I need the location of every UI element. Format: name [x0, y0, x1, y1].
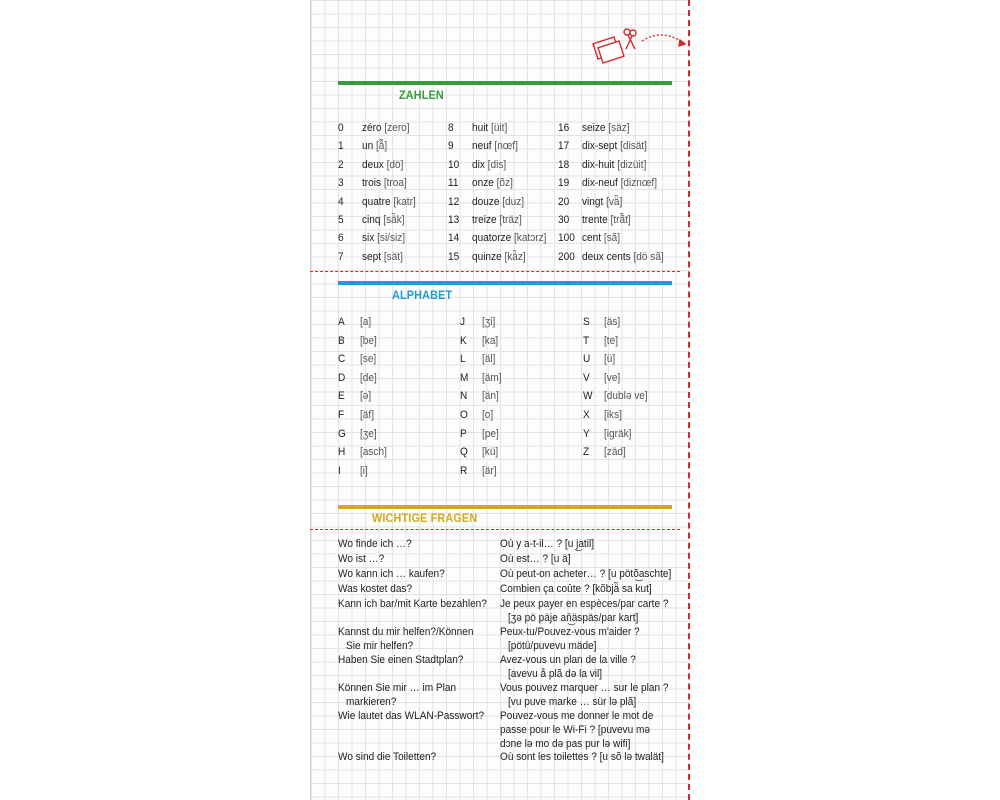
alphabet-letter: Z: [583, 446, 590, 459]
alphabet-letter: W: [583, 390, 593, 403]
number-word: cent [sã]: [582, 232, 621, 245]
fragen-heading: WICHTIGE FRAGEN: [372, 511, 478, 525]
alphabet-letter: B: [338, 334, 345, 347]
question-french: Je peux payer en espèces/par carte ?: [500, 598, 669, 610]
horizontal-cut-line: [310, 271, 680, 272]
number-digit: 14: [448, 232, 460, 245]
alphabet-letter: D: [338, 371, 346, 384]
number-digit: 4: [338, 195, 344, 208]
vertical-cut-line: [688, 0, 690, 800]
question-french: [vu puve marke … sür lə plã]: [508, 696, 637, 708]
alphabet-letter: F: [338, 409, 345, 421]
number-word: cinq [sä̃k]: [362, 214, 405, 226]
alphabet-letter: A: [338, 316, 345, 328]
number-pronunciation: [sät]: [381, 250, 403, 263]
alphabet-heading: ALPHABET: [392, 288, 453, 302]
question-german: Kann ich bar/mit Karte bezahlen?: [338, 598, 487, 610]
alphabet-pronunciation: [a]: [360, 316, 372, 328]
alphabet-pronunciation: [ʒe]: [360, 427, 377, 440]
number-digit: 19: [558, 177, 570, 190]
alphabet-pronunciation: [än]: [482, 390, 499, 403]
question-french: [ʒə pö päje aň͜äspäs/par kart]: [508, 612, 639, 624]
number-word: deux [dö]: [362, 158, 404, 171]
alphabet-letter: U: [583, 353, 591, 366]
alphabet-pronunciation: [se]: [360, 353, 377, 366]
number-word: vingt [vä̃]: [582, 195, 623, 208]
question-german: Sie mir helfen?: [346, 640, 414, 652]
alphabet-letter: T: [583, 334, 590, 347]
alphabet-pronunciation: [ə]: [360, 390, 372, 403]
question-french: Où sont les toilettes ? [u sõ lə twalät]: [500, 751, 664, 763]
alphabet-letter: M: [460, 371, 469, 384]
alphabet-pronunciation: [dublə ve]: [604, 390, 648, 403]
alphabet-pronunciation: [zäd]: [604, 446, 626, 459]
number-word: dix [dis]: [472, 158, 507, 171]
alphabet-letter: S: [583, 316, 590, 328]
alphabet-letter: J: [460, 316, 466, 328]
number-word: seize [säz]: [582, 122, 630, 134]
question-german: Wo sind die Toiletten?: [338, 751, 437, 763]
alphabet-bar: [338, 281, 672, 285]
number-pronunciation: [träz]: [496, 214, 522, 226]
number-digit: 17: [558, 140, 570, 153]
number-digit: 200: [558, 250, 575, 263]
number-digit: 2: [338, 158, 344, 171]
question-french: passe pour le Wi-Fi ? [puvevu mə: [500, 724, 650, 736]
alphabet-letter: L: [460, 353, 466, 366]
number-pronunciation: [troa]: [381, 177, 407, 190]
number-pronunciation: [dö]: [383, 158, 404, 171]
number-pronunciation: [sä̃k]: [380, 214, 405, 226]
number-pronunciation: [dö sã]: [630, 250, 664, 263]
zahlen-bar: [338, 81, 672, 85]
number-pronunciation: [dis]: [484, 158, 507, 171]
alphabet-pronunciation: [pe]: [482, 427, 499, 440]
question-german: Haben Sie einen Stadtplan?: [338, 654, 464, 666]
number-word: quatre [katr]: [362, 195, 416, 208]
number-word: onze [õz]: [472, 177, 513, 190]
zahlen-heading: ZAHLEN: [399, 88, 444, 102]
number-digit: 100: [558, 232, 575, 245]
question-german: Wo ist …?: [338, 553, 385, 565]
number-digit: 5: [338, 214, 344, 226]
alphabet-letter: Q: [460, 446, 468, 459]
question-french: Vous pouvez marquer … sur le plan ?: [500, 682, 669, 694]
number-pronunciation: [õz]: [493, 177, 513, 190]
number-digit: 11: [448, 177, 459, 190]
alphabet-pronunciation: [te]: [604, 334, 618, 347]
alphabet-letter: N: [460, 390, 468, 403]
number-word: trente [trã̃t]: [582, 214, 631, 226]
alphabet-letter: E: [338, 390, 345, 403]
number-digit: 8: [448, 122, 454, 134]
number-pronunciation: [katr]: [390, 195, 416, 208]
alphabet-letter: O: [460, 409, 468, 421]
number-digit: 15: [448, 250, 460, 263]
number-digit: 10: [448, 158, 460, 171]
number-word: douze [duz]: [472, 195, 525, 208]
alphabet-pronunciation: [igräk]: [604, 427, 632, 440]
number-word: dix-neuf [diznœf]: [582, 177, 657, 190]
question-german: Wo kann ich … kaufen?: [338, 568, 445, 580]
number-digit: 20: [558, 195, 570, 208]
question-french: Combien ça coûte ? [kõbjä̃ sa kut]: [500, 583, 652, 595]
question-german: Wie lautet das WLAN-Passwort?: [338, 710, 485, 722]
number-pronunciation: [nœf]: [491, 140, 518, 153]
alphabet-pronunciation: [äf]: [360, 409, 374, 421]
number-pronunciation: [trã̃t]: [607, 214, 631, 226]
question-french: Pouvez-vous me donner le mot de: [500, 710, 654, 722]
number-digit: 0: [338, 122, 344, 134]
alphabet-pronunciation: [ü]: [604, 353, 616, 366]
alphabet-pronunciation: [äm]: [482, 371, 502, 384]
question-german: markieren?: [346, 696, 397, 708]
number-word: dix-huit [dizüit]: [582, 158, 647, 171]
question-french: Où est… ? [u ä]: [500, 553, 571, 565]
alphabet-pronunciation: [i]: [360, 464, 368, 477]
alphabet-pronunciation: [asch]: [360, 446, 387, 459]
number-word: dix-sept [disät]: [582, 140, 647, 153]
number-digit: 30: [558, 214, 570, 226]
alphabet-pronunciation: [ka]: [482, 334, 499, 347]
number-word: quatorze [katɔrz]: [472, 232, 547, 245]
fragen-bar: [338, 505, 672, 509]
number-word: treize [träz]: [472, 214, 522, 226]
alphabet-pronunciation: [ʒi]: [482, 316, 496, 328]
horizontal-cut-line: [310, 529, 680, 530]
number-digit: 6: [338, 232, 344, 245]
number-pronunciation: [sã]: [601, 232, 621, 245]
number-pronunciation: [si/siz]: [374, 232, 406, 245]
number-pronunciation: [diznœf]: [617, 177, 657, 190]
alphabet-letter: G: [338, 427, 346, 440]
number-digit: 9: [448, 140, 454, 153]
alphabet-letter: P: [460, 427, 467, 440]
question-french: Avez-vous un plan de la ville ?: [500, 654, 636, 666]
alphabet-letter: R: [460, 464, 468, 477]
alphabet-pronunciation: [o]: [482, 409, 494, 421]
alphabet-letter: C: [338, 353, 346, 366]
alphabet-pronunciation: [be]: [360, 334, 377, 347]
number-word: quinze [kä̃z]: [472, 250, 526, 263]
alphabet-pronunciation: [iks]: [604, 409, 622, 421]
card-icon: [593, 37, 624, 63]
number-pronunciation: [å̃]: [373, 140, 388, 153]
question-french: [avevu å plã də la vil]: [508, 668, 603, 680]
number-pronunciation: [üit]: [488, 122, 508, 134]
alphabet-letter: K: [460, 334, 467, 347]
number-pronunciation: [vä̃]: [603, 195, 623, 208]
question-german: Was kostet das?: [338, 583, 413, 595]
alphabet-letter: V: [583, 371, 590, 384]
number-pronunciation: [disät]: [617, 140, 647, 153]
number-pronunciation: [duz]: [499, 195, 525, 208]
question-german: Wo finde ich …?: [338, 538, 412, 550]
number-digit: 12: [448, 195, 460, 208]
number-word: deux cents [dö sã]: [582, 250, 664, 263]
alphabet-letter: Y: [583, 427, 590, 440]
alphabet-pronunciation: [är]: [482, 464, 497, 477]
number-word: neuf [nœf]: [472, 140, 518, 153]
alphabet-pronunciation: [de]: [360, 371, 377, 384]
question-french: dɔne lə mo də pas pur lə wifi]: [500, 738, 631, 750]
number-word: sept [sät]: [362, 250, 403, 263]
number-pronunciation: [dizüit]: [614, 158, 647, 171]
alphabet-pronunciation: [äs]: [604, 316, 621, 328]
number-digit: 7: [338, 250, 344, 263]
scissors-icon: [590, 25, 690, 70]
alphabet-letter: H: [338, 446, 346, 459]
question-german: Kannst du mir helfen?/Können: [338, 626, 474, 638]
number-digit: 1: [338, 140, 344, 153]
number-pronunciation: [zero]: [381, 122, 410, 134]
number-pronunciation: [säz]: [605, 122, 630, 134]
question-french: [pötü/puvevu mäde]: [508, 640, 597, 652]
number-word: un [å̃]: [362, 140, 388, 153]
number-digit: 13: [448, 214, 460, 226]
number-pronunciation: [kä̃z]: [501, 250, 526, 263]
question-french: Où y a-t-il… ? [u j͜atil]: [500, 538, 595, 550]
number-word: zéro [zero]: [362, 122, 410, 134]
number-digit: 3: [338, 177, 344, 190]
alphabet-letter: X: [583, 409, 590, 421]
alphabet-pronunciation: [äl]: [482, 353, 496, 366]
number-digit: 16: [558, 122, 570, 134]
number-word: huit [üit]: [472, 122, 508, 134]
alphabet-letter: I: [338, 464, 341, 477]
question-french: Où peut-on acheter… ? [u pötõ͜aschte]: [500, 568, 672, 580]
number-digit: 18: [558, 158, 570, 171]
number-word: trois [troa]: [362, 177, 407, 190]
number-pronunciation: [katɔrz]: [511, 232, 547, 245]
number-word: six [si/siz]: [362, 232, 406, 245]
alphabet-pronunciation: [ve]: [604, 371, 621, 384]
question-french: Peux-tu/Pouvez-vous m'aider ?: [500, 626, 640, 638]
alphabet-pronunciation: [kü]: [482, 446, 499, 459]
question-german: Können Sie mir … im Plan: [338, 682, 457, 694]
